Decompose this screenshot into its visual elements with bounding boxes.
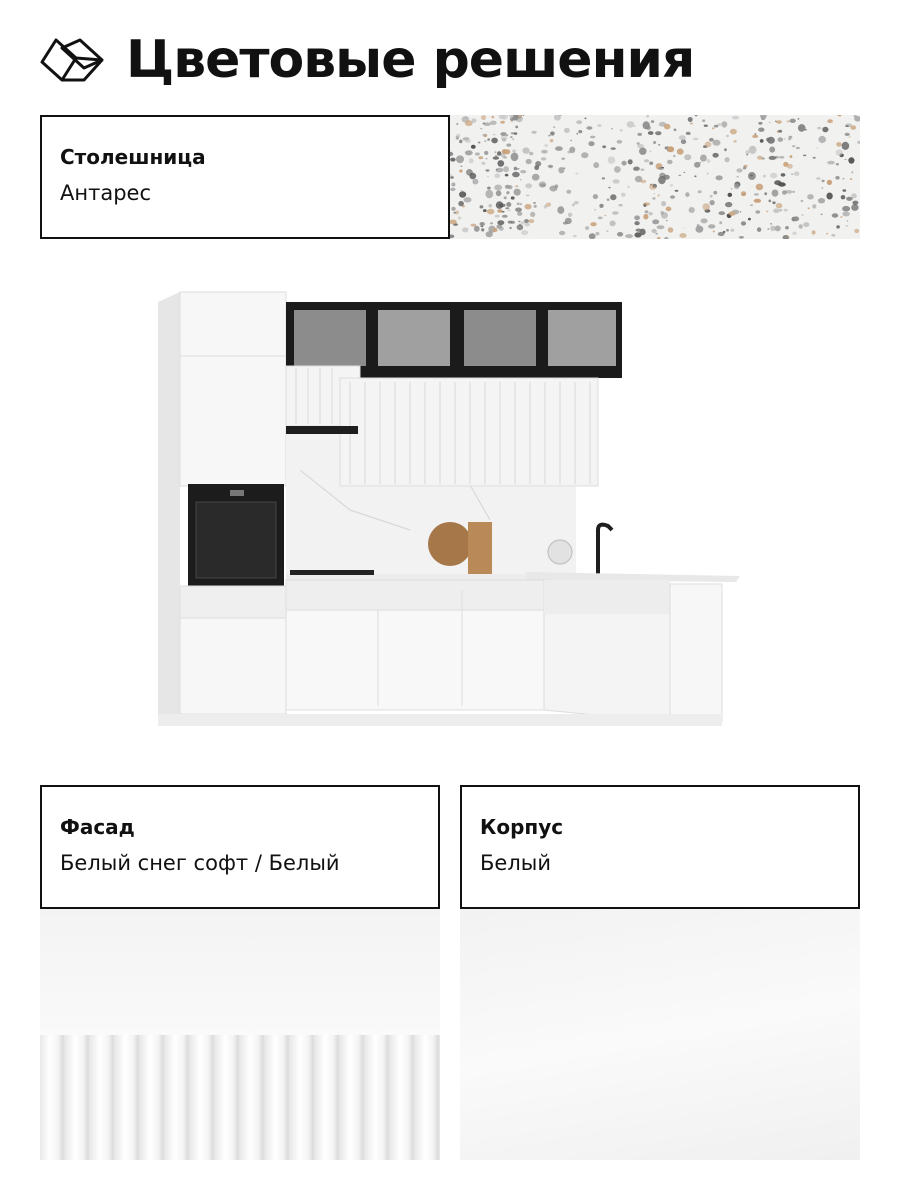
body-frame-value: Белый: [480, 851, 551, 875]
facade-value: Белый снег софт / Белый: [60, 851, 340, 875]
countertop-label: Столешница: [60, 145, 206, 169]
countertop-label-box: [40, 115, 450, 239]
page-title: Цветовые решения: [126, 30, 695, 90]
body-frame-swatch: [460, 909, 860, 1160]
facade-fluted-texture: [40, 1035, 440, 1160]
stacked-planes-logo-icon: [40, 36, 104, 84]
facade-swatch: [40, 909, 440, 1160]
page-header: [40, 28, 694, 92]
countertop-terrazzo-swatch: [450, 115, 860, 239]
facade-label: Фасад: [60, 815, 135, 839]
terrazzo-texture: [450, 115, 860, 239]
countertop-value: Антарес: [60, 181, 151, 205]
body-frame-label: Корпус: [480, 815, 564, 839]
facade-label-box: [40, 785, 440, 909]
body-frame-label-box: [460, 785, 860, 909]
kitchen-render-illustration: [150, 290, 750, 740]
